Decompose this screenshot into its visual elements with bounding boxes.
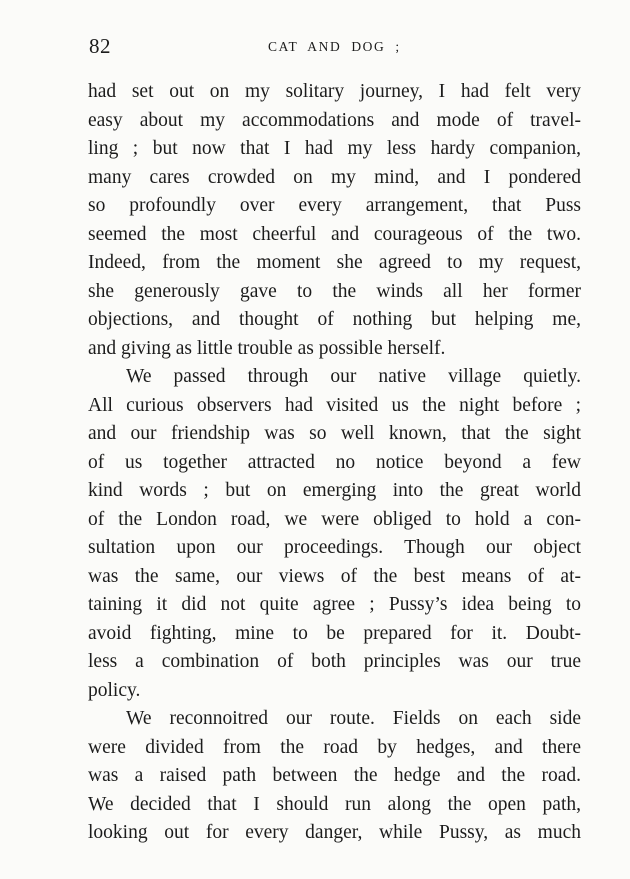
text-line: many cares crowded on my mind, and I pondered <box>88 166 581 188</box>
body-text <box>88 78 581 848</box>
text-line: was a raised path between the hedge and the road. <box>88 765 581 786</box>
text-line: looking out for every danger, while Pussy, as much <box>88 822 581 843</box>
paragraph-end-line: policy. <box>88 679 141 701</box>
text-line: less a combination of both principles was our true <box>88 651 581 672</box>
paragraph-end-line: and giving as little trouble as possible herself. <box>88 337 446 359</box>
text-line: sultation upon our proceedings. Though our object <box>88 537 581 558</box>
page-number: 82 <box>89 34 111 58</box>
text-line: had set out on my solitary journey, I had felt very <box>88 81 581 102</box>
paragraph-start-line: We reconnoitred our route. Fields on each side <box>126 708 581 729</box>
text-line: seemed the most cheerful and courageous of the two. <box>88 223 581 245</box>
text-line: avoid fighting, mine to be prepared for it. Doubt- <box>88 622 581 644</box>
text-line: of the London road, we were obliged to hold a con- <box>88 508 581 530</box>
paragraph-start-line: We passed through our native village quietly. <box>126 366 581 387</box>
text-line: she generously gave to the winds all her former <box>88 280 581 302</box>
text-line: We decided that I should run along the open path, <box>88 793 581 815</box>
text-line: were divided from the road by hedges, and there <box>88 736 581 758</box>
text-line: taining it did not quite agree ; Pussy’s idea being to <box>88 594 581 615</box>
text-line: so profoundly over every arrangement, that Puss <box>88 195 581 216</box>
text-line: objections, and thought of nothing but helping me, <box>88 309 581 330</box>
text-line: Indeed, from the moment she agreed to my request, <box>88 252 581 273</box>
text-line: ling ; but now that I had my less hardy companion, <box>88 138 581 159</box>
running-title: CAT AND DOG ; <box>268 39 401 54</box>
text-line: All curious observers had visited us the night before ; <box>88 394 581 416</box>
text-line: easy about my accommodations and mode of travel- <box>88 109 581 131</box>
text-line: kind words ; but on emerging into the great world <box>88 480 581 501</box>
text-line: and our friendship was so well known, that the sight <box>88 423 581 444</box>
text-line: of us together attracted no notice beyond a few <box>88 451 581 473</box>
running-head <box>89 34 579 58</box>
text-line: was the same, our views of the best means of at- <box>88 565 581 587</box>
